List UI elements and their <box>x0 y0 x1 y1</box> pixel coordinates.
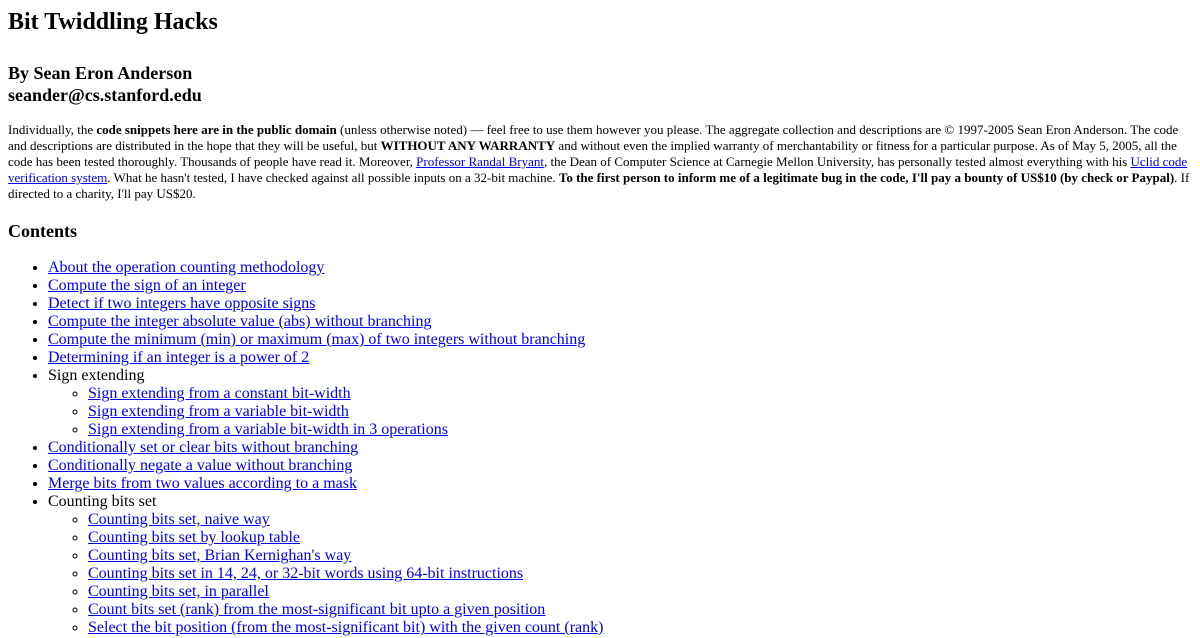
toc-link[interactable]: Conditionally set or clear bits without branching <box>48 439 359 456</box>
toc-link[interactable]: Compute the integer absolute value (abs) without branching <box>48 313 432 330</box>
toc-link[interactable]: Sign extending from a constant bit-width <box>88 385 351 402</box>
list-item <box>48 277 1192 295</box>
intro-text: . What he hasn't tested, I have checked against all possible inputs on a 32-bit machine. <box>107 170 559 185</box>
toc-link[interactable]: Conditionally negate a value without branching <box>48 457 353 474</box>
list-item <box>88 601 1192 619</box>
table-of-contents <box>8 259 1192 637</box>
intro-bold-public-domain: code snippets here are in the public domain <box>96 122 337 137</box>
toc-section-label: Counting bits set <box>48 493 157 510</box>
toc-link[interactable]: Counting bits set in 14, 24, or 32-bit words using 64-bit instructions <box>88 565 524 582</box>
author-email: seander@cs.stanford.edu <box>8 85 202 105</box>
list-item <box>88 583 1192 601</box>
intro-text: , the Dean of Computer Science at Carnegie Mellon University, has personally tested almost everything with his <box>543 154 1131 169</box>
list-item <box>88 385 1192 403</box>
list-item <box>88 619 1192 637</box>
list-item <box>88 547 1192 565</box>
list-item <box>48 349 1192 367</box>
toc-link[interactable]: Select the bit position (from the most-significant bit) with the given count (rank) <box>88 619 604 636</box>
list-item <box>88 565 1192 583</box>
list-item <box>48 457 1192 475</box>
intro-text: . If directed to a charity, I'll pay US$20. <box>8 170 1190 201</box>
list-item <box>88 403 1192 421</box>
list-item <box>48 259 1192 277</box>
list-item <box>48 295 1192 313</box>
toc-link[interactable]: About the operation counting methodology <box>48 259 325 276</box>
toc-link[interactable]: Merge bits from two values according to a mask <box>48 475 357 492</box>
contents-heading: Contents <box>8 221 78 241</box>
toc-link[interactable]: Compute the sign of an integer <box>48 277 246 294</box>
intro-text: (unless otherwise noted) — feel free to use them however you please. The aggregate collection and descriptions are © 1997-2005 Sean Eron Anderson. The code and descriptions are distributed in the hope that they will be useful, but <box>8 122 1179 153</box>
toc-link[interactable]: Count bits set (rank) from the most-significant bit upto a given position <box>88 601 546 618</box>
toc-section-label: Sign extending <box>48 367 145 384</box>
page <box>0 8 1200 637</box>
list-item <box>88 529 1192 547</box>
list-item <box>88 421 1192 439</box>
author-block <box>8 62 1192 106</box>
toc-link[interactable]: Counting bits set, Brian Kernighan's way <box>88 547 352 564</box>
toc-link[interactable]: Counting bits set, in parallel <box>88 583 269 600</box>
toc-link[interactable]: Counting bits set by lookup table <box>88 529 300 546</box>
toc-sublist <box>48 385 1192 439</box>
intro-text: Individually, the <box>8 122 97 137</box>
page-title: Bit Twiddling Hacks <box>8 9 218 35</box>
list-item <box>48 331 1192 349</box>
list-item <box>48 313 1192 331</box>
list-item <box>48 475 1192 493</box>
toc-sublist <box>48 511 1192 637</box>
toc-link[interactable]: Sign extending from a variable bit-width <box>88 403 349 420</box>
link-randal-bryant[interactable]: Professor Randal Bryant <box>416 154 544 169</box>
intro-paragraph <box>8 122 1192 202</box>
list-item <box>48 493 1192 637</box>
list-item <box>48 439 1192 457</box>
toc-link[interactable]: Determining if an integer is a power of 2 <box>48 349 310 366</box>
list-item <box>88 511 1192 529</box>
toc-link[interactable]: Counting bits set, naive way <box>88 511 270 528</box>
intro-text: and without even the implied warranty of merchantability or fitness for a particular purpose. As of May 5, 2005, all the code has been tested thoroughly. Thousands of people have read it. Moreover, <box>8 138 1177 169</box>
intro-bold-warranty: WITHOUT ANY WARRANTY <box>380 138 556 153</box>
toc-link[interactable]: Compute the minimum (min) or maximum (max) of two integers without branching <box>48 331 586 348</box>
list-item <box>48 367 1192 439</box>
link-uclid[interactable]: Uclid code verification system <box>8 154 1188 185</box>
intro-bold-bounty: To the first person to inform me of a legitimate bug in the code, I'll pay a bounty of US$10 (by check or Paypal) <box>558 170 1175 185</box>
toc-link[interactable]: Sign extending from a variable bit-width in 3 operations <box>88 421 448 438</box>
toc-link[interactable]: Detect if two integers have opposite signs <box>48 295 316 312</box>
author-name: By Sean Eron Anderson <box>8 63 193 83</box>
